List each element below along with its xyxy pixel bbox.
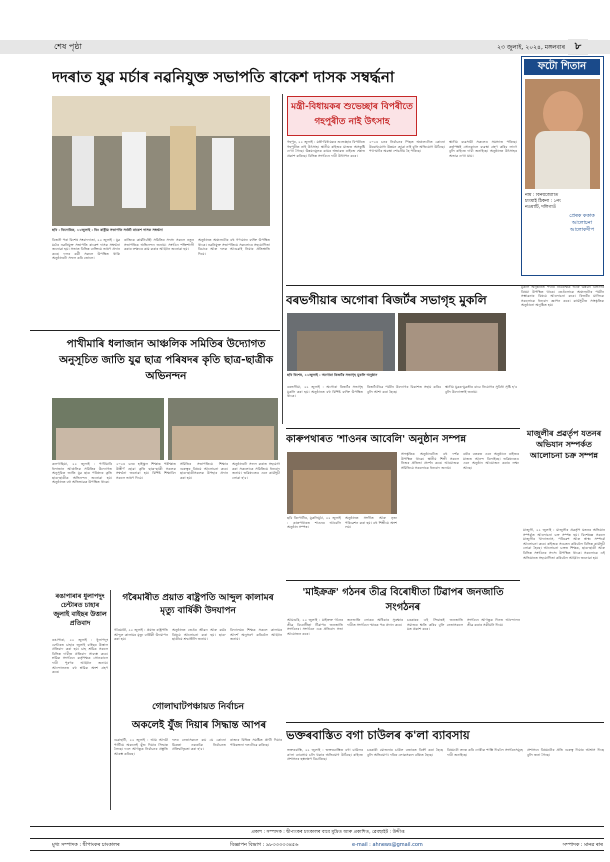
story10-body-1: গুৱাহাটী, ২২ জুলাই : আম আদমী পাৰ্টিয়ে অকলেই যুঁজ দিয়াৰ সিদ্ধান্ত লৈছে। দলে আগন্তুক নিৰ্বাচনৰ প্ৰস্তুতি আৰম্ভ কৰিছে। <box>114 738 168 756</box>
story6-body-2: জনজাতি লোকৰ অধিকাৰ সুৰক্ষাৰ দাবীত সংগঠনে স্মাৰক পত্ৰ প্ৰদান কৰে। <box>347 618 403 627</box>
story6-headline-block: 'মাইক্ৰক্ৰ' গঠনৰ তীব্ৰ বিৰোধীতা টিৱাপৰ জনজাতি সংগঠনৰ <box>302 587 504 613</box>
story11-body-4: প্ৰশাসনে বিষয়টোৰ প্ৰতি গুৰুত্ব দিয়াৰ আশ্বাস দিছে বুলি জনা গৈছে। <box>527 748 604 757</box>
story8-body-1: গৰৈমাৰী, ২২ জুলাই : প্ৰয়াত ৰাষ্ট্ৰপতি আব্দুল কালামৰ মৃত্যু বাৰ্ষিকী উদযাপন কৰা হয়। <box>114 628 168 642</box>
inset-body-1: গহপুৰ, ২২ জুলাই : মন্ত্ৰী-বিধায়কৰ শুভেচ্ছাৰ বিপৰীতে গহপুৰীত নাই উৎসাহ। স্থানীয় ৰাইজৰ মাজত অসন্তুষ্টি দেখা গৈছে। উন্নয়নমূলক কামৰ অভাৱত ৰাইজে ক্ষোভ প্ৰকাশ কৰিছে। বিভিন্ন সংগঠনে দাবী উত্থাপন কৰে। <box>287 140 365 158</box>
photo-side-note: প্ৰেৰক ককাক আলোচনা আলোকদীপ <box>569 213 595 233</box>
baby-photo <box>525 79 600 189</box>
story6-body-3: চৰকাৰৰ এই সিদ্ধান্তই জনজাতি সমাজৰ ক্ষতি কৰিব বুলি নেতাসকলে মত প্ৰকাশ কৰে। <box>407 618 463 632</box>
story4-body-2: অনুষ্ঠানত সংগীত আৰু নৃত্য পৰিৱেশন কৰা হয়। বহু শিল্পীয়ে অংশ লয়। <box>345 516 397 530</box>
story3-headline-block: পাখীমাৰি ধলাজান আঞ্চলিক সমিতিৰ উদ্যোগত অনুসূচিত জাতি যুৱ ছাত্ৰ পৰিষদৰ কৃতি ছাত্ৰ-ছাত্ৰীক অভিনন্দন <box>59 338 273 382</box>
lead-body-3: অনুষ্ঠানত অঞ্চলটোৰ বহু গণ্যমান্য ব্যক্তি উপস্থিত থাকে। নৱনিযুক্ত সভাপতিয়ে সকলোৰে সহযোগিতা বিচাৰে আৰু দলক আগুৱাই নিয়াৰ প্ৰতিশ্ৰুতি দিয়ে। <box>198 238 270 256</box>
story5-body: মাজুলী, ২২ জুলাই : মাজুলীৰ প্ৰৱৰ্তৃপ যতনৰ অভিযান সম্পৰ্কত আলোচনা চক্ৰ সম্পন্ন হয়। বিশেষজ্ঞ সকলে মাজুলীৰ খাদ্যাভ্যাস, পৰিৱেশ আৰু স্বাস্থ্য সম্পৰ্কে আলোচনা কৰে। ৰাইজক সচেতন কৰিবলৈ বিভিন্ন কাৰ্যসূচী লোৱা হৈছে। আলোচনা চক্ৰত শিক্ষক, ছাত্ৰ-ছাত্ৰী আৰু বিভিন্ন সংগঠনৰ সদস্য উপস্থিত থাকে। সকলোকে এই অভিযানত সহযোগিতা কৰিবলৈ আহ্বান জনোৱা হয়। <box>523 528 605 560</box>
issue-date: ২৩ জুলাই, ২০২৪, মঙ্গলবাৰ <box>497 44 565 51</box>
story11-headline: ভক্তৰবাস্তিত বগা চাউলৰ ক'লা ব্যাবসায় <box>286 728 470 742</box>
story3-body-4: অনুষ্ঠানটো সফল কৰাত সহযোগ কৰা সকলোকে সমিতিয়ে ধন্যবাদ জনায়। ভৱিষ্যতেও এনে কাৰ্যসূচী লোৱা হ'ব। <box>232 462 280 480</box>
photo-feature-box <box>521 56 604 276</box>
footer-line1: প্ৰকাশ : সম্পাদক : দ্বীপাংকৰ চাংকালৰ বাবে মুদ্ৰিত আৰু প্ৰকাশিত, ৱেবছাইট : উদ্দীপ্ত <box>251 830 405 835</box>
footer-email[interactable]: e-mail : ahnews@gmail.com <box>352 842 423 848</box>
story9-headline: গোলাঘাটপঞ্চায়ত নিৰ্বাচন <box>151 702 245 712</box>
story4-headline: কাৰুপথাৰত 'শাওনৰ আবেলি' অনুষ্ঠান সম্পন্ন <box>286 434 467 445</box>
story8-body-3: বিদ্যালয়ৰ শিক্ষক সকলে কালামৰ আদৰ্শ অনুসৰণ কৰিবলৈ আহ্বান জনায়। <box>230 628 282 642</box>
story6-body-4: সংগঠনে আগন্তুক দিনত আন্দোলন তীব্ৰ কৰাৰ সকীয়নি দিয়ে। <box>467 618 520 627</box>
photo-feature-title: ফটো শিতান <box>524 59 600 75</box>
lead-caption: ছবি : বিনোৰিক, ২২জুলাই : বিঃ ৰাষ্ট্ৰীয় সভাপতি সৰ্বশ্ৰী ৰাকেশ দাসক সম্বৰ্দ্ধনা <box>52 228 163 232</box>
lead-body-1: বিজনী পৰা বিশেষ সংবাদদাতা, ২২ জুলাই : যুৱ মৰ্চাৰ নৱনিযুক্ত সভাপতি ৰাকেশ দাসক সম্বৰ্দ্ধনা জনোৱা হয়। সভাত বিভিন্ন ব্যক্তিয়ে ভাষণ প্ৰদান কৰে। দলৰ কৰ্মী সকলে উপস্থিত থাকি অনুষ্ঠানটো সফল কৰি তোলে। <box>52 238 120 261</box>
story4-body-3: সাংস্কৃতিক অনুষ্ঠানটোত বহু দৰ্শক উপস্থিত থাকে। স্থানীয় শিল্পী সকলে নিজৰ প্ৰতিভা প্ৰদৰ্শন কৰে। আয়োজক সমিতিয়ে সকলোকে ধন্যবাদ জনায়। <box>401 452 459 470</box>
story8-headline-block: গৰৈমাৰীত প্ৰয়াত ৰাষ্ট্ৰপতি আব্দুল কালামৰ মৃত্যু বাৰ্ষিকী উদযাপন <box>122 593 274 616</box>
story2-caption: ছবি বিশেষ, ২২জুলাই : অগোৰা ৰিজৰ্টৰ সভাগৃহ মুকলি অনুষ্ঠান <box>287 373 378 377</box>
lead-photo <box>52 96 270 226</box>
story3-photo-2 <box>168 398 278 460</box>
story3-body-1: কলগাছিয়া, ২২ জুলাই : পাখীমাৰি ধলাজান আঞ্চলিক সমিতিৰ উদ্যোগত অনুসূচিত জাতি যুৱ ছাত্ৰ পৰিষদৰ কৃতি ছাত্ৰ-ছাত্ৰীক অভিনন্দন জনোৱা হয়। অনুষ্ঠানত বহু অভিভাৱক উপস্থিত থাকে। <box>52 462 112 485</box>
story11-body-1: ভক্তৰবাস্তি, ২২ জুলাই : ভক্তৰবাস্তিত বগা চাউলৰ ক'লা ব্যাবসায় চলি থকাৰ অভিযোগ উঠিছে। ৰাইজে প্ৰশাসনৰ হস্তক্ষেপ বিচাৰিছে। <box>287 748 363 762</box>
page-label: শেষ পৃষ্ঠা <box>54 42 82 51</box>
footer-right: সম্পাদক : মানৱ ৰাৰ <box>562 842 603 848</box>
inset-body-3: স্থানীয় ব্যৱসায়ী সকলেও সমস্যাত পৰিছে। কৰ্তৃপক্ষই সোনকালে ব্যৱস্থা গ্ৰহণ কৰিব লাগে বুলি ৰাইজে দাবী জনাইছে। অনুষ্ঠানত উৎসাহৰ অভাৱ দেখা যায়। <box>449 140 517 158</box>
story7-body: ৰঙাপাৰা, ২২ জুলাই : ধুলাপদুং চেন্টাৰত চাহাৰ জুলাই বাইছৰ উত্তাল প্ৰতিবাদ কৰা হয়। চাহ শ্ৰমিক সকলে বিভিন্ন দাবীত প্ৰতিবাদ সাব্যস্ত কৰে। শ্ৰমিক সংগঠনে কৰ্তৃপক্ষক সোনকালে দাবী পূৰণৰ আহ্বান জনায়। আন্দোলনত বহু শ্ৰমিক অংশ গ্ৰহণ কৰে। <box>52 638 108 675</box>
story2-body-4: মুকলি অনুষ্ঠানত পথাৰ নিবৰীক্ষক আৰু উন্নয়ন বিভাগৰ বিষয়া উপস্থিত থাকে। তেওঁলোকে অঞ্চলটোৰ পৰ্যটন সম্ভাৱনাৰ বিষয়ে আলোচনা কৰে। ৰিজৰ্টৰ মালিকে সকলোকে ধন্যবাদ জ্ঞাপন কৰে। কাৰ্যসূচীত সাংস্কৃতিক অনুষ্ঠানো অনুষ্ঠিত হয়। <box>521 285 604 308</box>
story2-headline: বৰভগীয়াৰ অগোৰা ৰিজৰ্টৰ সভাগৃহ মুকলি <box>286 293 487 307</box>
story7-headline-block: ৰঙাপাৰাৰ ধুলাপদুং চেন্টাৰত চাহাৰ জুলাই বাইছৰ উত্তাল প্ৰতিবাদ <box>53 592 107 627</box>
story2-body-1: বৰভগীয়া, ২২ জুলাই : অগোৰা ৰিজৰ্টৰ সভাগৃহ মুকলি কৰা হয়। অনুষ্ঠানত বহু বিশিষ্ট ব্যক্তি উপস্থিত থাকে। <box>287 385 363 399</box>
lead-headline: দদৰাত যুৱ মৰ্চাৰ নৱনিযুক্ত সভাপতি ৰাকেশ দাসক সম্বৰ্দ্ধনা <box>52 68 395 86</box>
story2-body-3: স্থানীয় যুৱক-যুৱতীৰ বাবে নিয়োগৰ সুবিধা সৃষ্টি হ'ব বুলি উদ্যোক্তাই জনায়। <box>445 385 517 394</box>
story6-body-1: আমগুৰি, ২২ জুলাই : মাইক্ৰক্ৰ গঠনৰ তীব্ৰ বিৰোধীতা টিৱাপৰ জনজাতি সংগঠনৰ। সংগঠনে এক প্ৰতিবাদ সভা আয়োজন কৰে। <box>287 618 343 636</box>
footer-middle: বিজ্ঞাপন বিভাগ : ৯৮৩৩৩৩৩৪৫৬ <box>230 842 299 848</box>
story5-headline-block: মাজুলীৰ প্ৰৱৰ্তৃপ যতনৰ অভিযান সম্পৰ্কত আলোচনা চক্ৰ সম্পন্ন <box>526 429 602 460</box>
story10-body-3: ৰাজ্যৰ বিভিন্ন সমষ্টিত প্ৰাৰ্থী দিয়াৰ পৰিকল্পনা দলটোৱে কৰিছে। <box>230 738 282 747</box>
footer-left: মুখ্য সম্পাদক : দ্বীপাংকৰ চাংকালৰ <box>52 842 120 848</box>
story3-body-2: ২০২৪ চনৰ হাইস্কুল শিক্ষান্ত পৰীক্ষাত উত্তীৰ্ণ হোৱা কৃতি ছাত্ৰ-ছাত্ৰী সকলক সম্বৰ্দ্ধনা জনোৱা হয়। বিশিষ্ট শিক্ষাবিদ সকলে ভাষণ দিয়ে। <box>116 462 176 480</box>
photo-caption: নাম : বিনয়জ্যোতি চাংমাই ঠিকনা : ১নং নওমাটি, দলিগাওঁ <box>525 193 561 210</box>
story10-body-2: দলৰ নেতাসকলে কয় যে কোনো মিত্ৰতা নকৰাকৈ নিৰ্বাচনত প্ৰতিদ্বন্দ্বিতা কৰা হ'ব। <box>172 738 226 752</box>
story3-body-3: সমিতিৰ সভাপতিয়ে শিক্ষাৰ গুৰুত্বৰ বিষয়ে আলোচনা কৰে। ছাত্ৰ-ছাত্ৰীসকলক উপহাৰ প্ৰদান কৰা হয়। <box>180 462 228 480</box>
story4-body-1: ছবি ৰিপোৰ্টাৰ, মুকলিমুঠা, ২২ জুলাই : কাৰুপথাৰত শাওনৰ আবেলি অনুষ্ঠান সম্পন্ন। <box>287 516 341 530</box>
story2-photo-1 <box>287 313 395 371</box>
story3-photo <box>52 398 164 460</box>
page-number: ৮ <box>568 39 588 55</box>
inset-body-2: ২০২৪ চনৰ নিৰ্বাচনৰ পিছত অঞ্চলটোত কোনো উল্লেখযোগ্য উন্নয়ন হোৱা নাই বুলি অভিযোগ উঠিছে। পথ-ঘাটৰ অৱস্থা শোচনীয় হৈ পৰিছে। <box>369 140 445 154</box>
story2-body-2: ৰিজৰ্টটোৱে পৰ্যটন উদ্যোগৰ বিকাশত সহায় কৰিব বুলি আশা কৰা হৈছে। <box>367 385 441 394</box>
story10-headline: অকলেই যুঁজ দিয়াৰ সিদ্ধান্ত আপৰ <box>131 720 267 731</box>
story11-body-3: বিষয়টো তদন্ত কৰি দোষীক শাস্তি দিবলৈ সংগঠনসমূহে দাবী জনাইছে। <box>447 748 523 757</box>
story11-body-2: চৰকাৰী যোজনাৰ চাউল বজাৰত বিক্ৰী কৰা হৈছে বুলি অভিযোগ। দৰিদ্ৰ লোকসকল বঞ্চিত হৈছে। <box>367 748 443 757</box>
lead-body-2: ৰাজ্যিক কাৰ্যনিৰ্বাহী সমিতিৰ সদস্য সকলে নতুন সভাপতিক অভিনন্দন জনায়। সংগঠন শক্তিশালী কৰাৰ লক্ষ্যৰে কাম কৰাৰ আহ্বান জনোৱা হয়। <box>124 238 194 252</box>
story4-photo <box>287 452 397 514</box>
story2-photo-2 <box>398 313 506 371</box>
story4-body-4: বৰ্ষাৰ বতৰত এনে অনুষ্ঠানে ৰাইজৰ মাজত আনন্দ বিলাইছে। ভৱিষ্যতেও এনে অনুষ্ঠান আয়োজন কৰাৰ লক্ষ্য আছে। <box>463 452 519 470</box>
inset-banner: মন্ত্ৰী-বিধায়কৰ শুভেচ্ছাৰ বিপৰীতে গহপুৰীত নাই উৎসাহ <box>287 96 417 136</box>
story8-body-2: অনুষ্ঠানত তেওঁৰ জীৱন আৰু কৰ্মৰ বিষয়ে আলোচনা কৰা হয়। ছাত্ৰ-ছাত্ৰীয়ে শ্ৰদ্ধাঞ্জলি জনায়। <box>172 628 226 642</box>
